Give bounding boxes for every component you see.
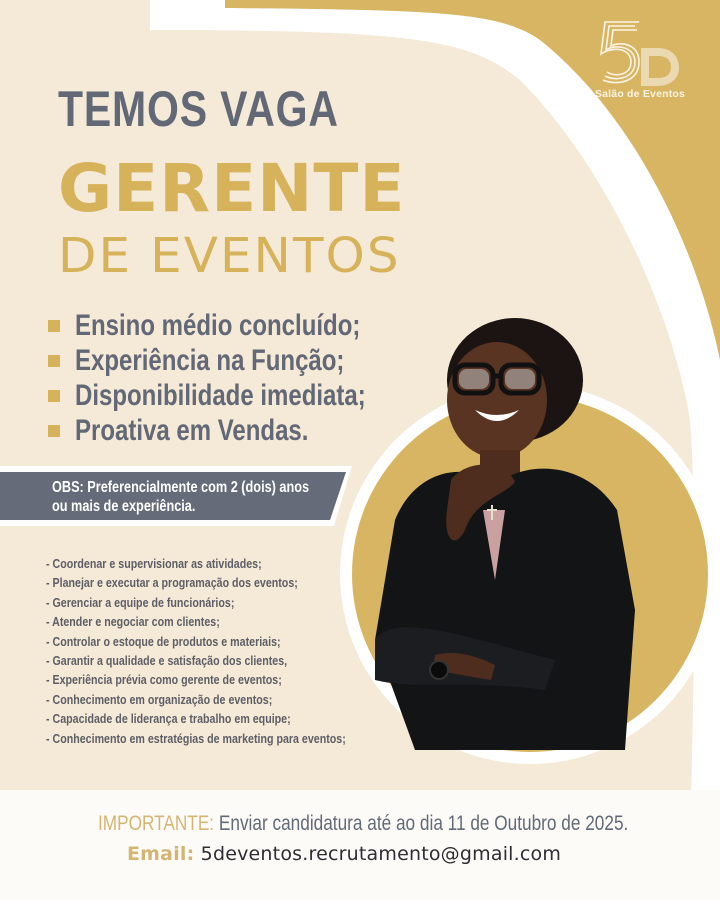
duty-item: - Atender e negociar com clientes;: [46, 614, 220, 630]
requirement-text: Disponibilidade imediata;: [75, 378, 366, 412]
requirement-text: Ensino médio concluído;: [75, 308, 361, 342]
square-bullet-icon: [48, 425, 60, 437]
duty-item: - Conhecimento em estratégias de marketing para eventos;: [46, 730, 346, 746]
duty-item: - Experiência prévia como gerente de eventos;: [46, 672, 282, 688]
square-bullet-icon: [48, 320, 60, 332]
obs-banner: [0, 466, 350, 526]
important-text: Enviar candidatura até ao dia 11 de Outubro de 2025.: [214, 812, 629, 835]
headline-temos-vaga: TEMOS VAGA: [58, 81, 339, 137]
duty-item: - Garantir a qualidade e satisfação dos clientes,: [46, 652, 288, 668]
important-label: IMPORTANTE:: [98, 812, 215, 835]
logo-5d-icon: [595, 20, 685, 90]
requirement-text: Proativa em Vendas.: [75, 413, 309, 447]
duty-item: - Capacidade de liderança e trabalho em equipe;: [46, 711, 291, 727]
email-line: [127, 843, 561, 865]
requirement-text: Experiência na Função;: [75, 343, 345, 377]
duty-item: - Controlar o estoque de produtos e materiais;: [46, 633, 281, 649]
email-link[interactable]: 5deventos.recrutamento@gmail.com: [194, 843, 562, 865]
logo-caption: Salão de Eventos: [594, 88, 686, 100]
woman-portrait-image: [355, 310, 645, 750]
deadline-notice: [98, 812, 628, 836]
duty-item: - Conhecimento em organização de eventos;: [46, 691, 273, 707]
headline-job-subtitle: DE EVENTOS: [58, 228, 401, 284]
duty-item: - Planejar e executar a programação dos eventos;: [46, 575, 298, 591]
obs-text: [52, 478, 309, 516]
headline-job-title: GERENTE: [58, 150, 406, 227]
brand-logo: [590, 20, 690, 100]
obs-line-1: OBS: Preferencialmente com 2 (dois) anos: [52, 479, 310, 496]
square-bullet-icon: [48, 390, 60, 402]
email-label: Email:: [127, 843, 195, 865]
square-bullet-icon: [48, 355, 60, 367]
duty-item: - Gerenciar a equipe de funcionários;: [46, 594, 235, 610]
obs-line-2: ou mais de experiência.: [52, 498, 196, 515]
duty-item: - Coordenar e supervisionar as atividades;: [46, 556, 262, 571]
